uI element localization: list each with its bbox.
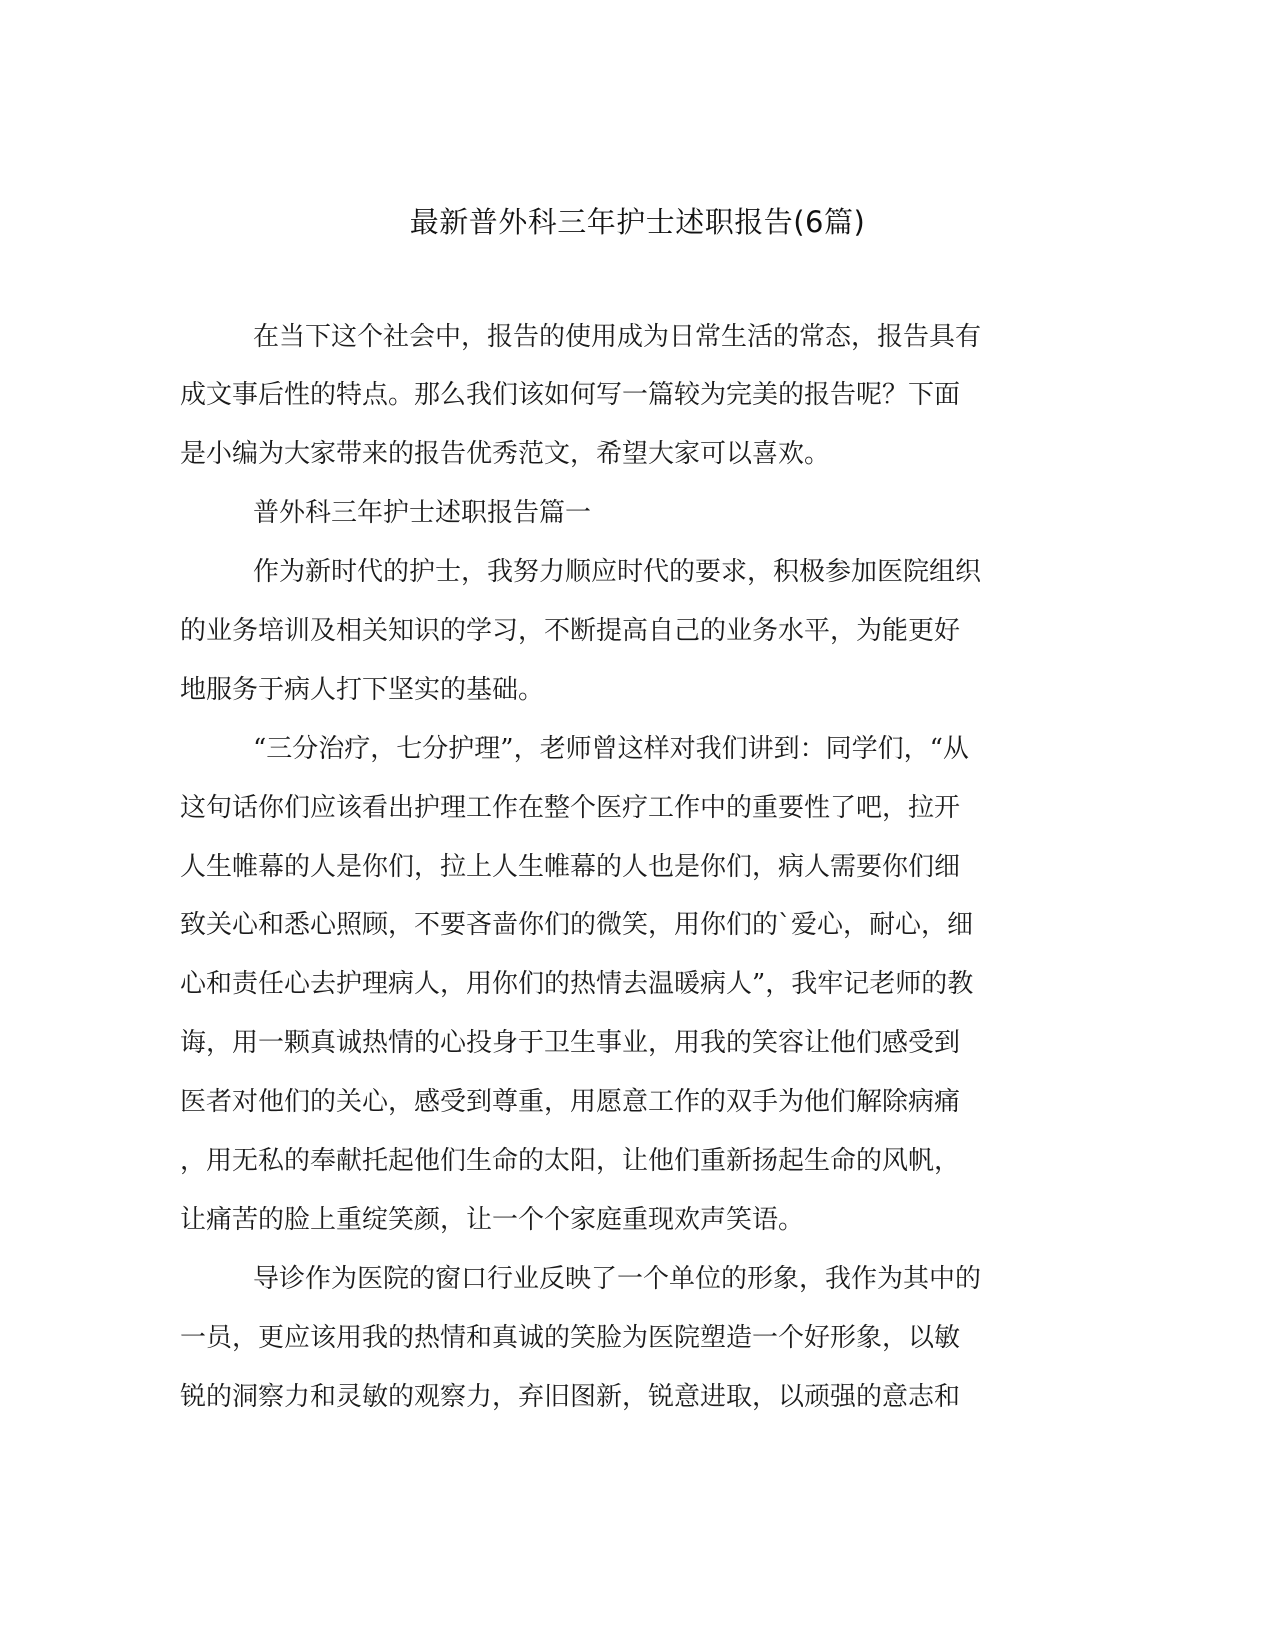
paragraph-3-line-1: “三分治疗，七分护理”，老师曾这样对我们讲到：同学们，“从 [253,734,969,764]
paragraph-1-line-3: 是小编为大家带来的报告优秀范文，希望大家可以喜欢。 [180,439,831,469]
paragraph-3-line-6: 诲，用一颗真诚热情的心投身于卫生事业，用我的笑容让他们感受到 [180,1028,961,1058]
paragraph-4-line-1: 导诊作为医院的窗口行业反映了一个单位的形象，我作为其中的 [253,1264,982,1294]
paragraph-4-line-2: 一员，更应该用我的热情和真诚的笑脸为医院塑造一个好形象，以敏 [180,1323,961,1353]
section-heading-1: 普外科三年护士述职报告篇一 [253,498,592,528]
paragraph-4-line-3: 锐的洞察力和灵敏的观察力，弃旧图新，锐意进取，以顽强的意志和 [180,1382,961,1412]
paragraph-3-line-7: 医者对他们的关心，感受到尊重，用愿意工作的双手为他们解除病痛 [180,1087,961,1117]
paragraph-3-line-2: 这句话你们应该看出护理工作在整个医疗工作中的重要性了吧，拉开 [180,793,961,823]
paragraph-3-line-3: 人生帷幕的人是你们，拉上人生帷幕的人也是你们，病人需要你们细 [180,852,961,882]
paragraph-2-line-2: 的业务培训及相关知识的学习，不断提高自己的业务水平，为能更好 [180,616,961,646]
paragraph-1-line-2: 成文事后性的特点。那么我们该如何写一篇较为完美的报告呢？下面 [180,380,961,410]
paragraph-1-line-1: 在当下这个社会中，报告的使用成为日常生活的常态，报告具有 [253,322,982,352]
paragraph-2-line-3: 地服务于病人打下坚实的基础。 [180,675,545,705]
paragraph-3-line-8: ，用无私的奉献托起他们生命的太阳，让他们重新扬起生命的风帆， [180,1146,961,1176]
paragraph-3-line-5: 心和责任心去护理病人，用你们的热情去温暖病人”，我牢记老师的教 [180,969,974,999]
paragraph-2-line-1: 作为新时代的护士，我努力顺应时代的要求，积极参加医院组织 [253,557,982,587]
paragraph-3-line-9: 让痛苦的脸上重绽笑颜，让一个个家庭重现欢声笑语。 [180,1205,805,1235]
document-title: 最新普外科三年护士述职报告(6篇) [409,205,866,239]
paragraph-3-line-4: 致关心和悉心照顾，不要吝啬你们的微笑，用你们的`爱心，耐心，细 [180,910,974,940]
